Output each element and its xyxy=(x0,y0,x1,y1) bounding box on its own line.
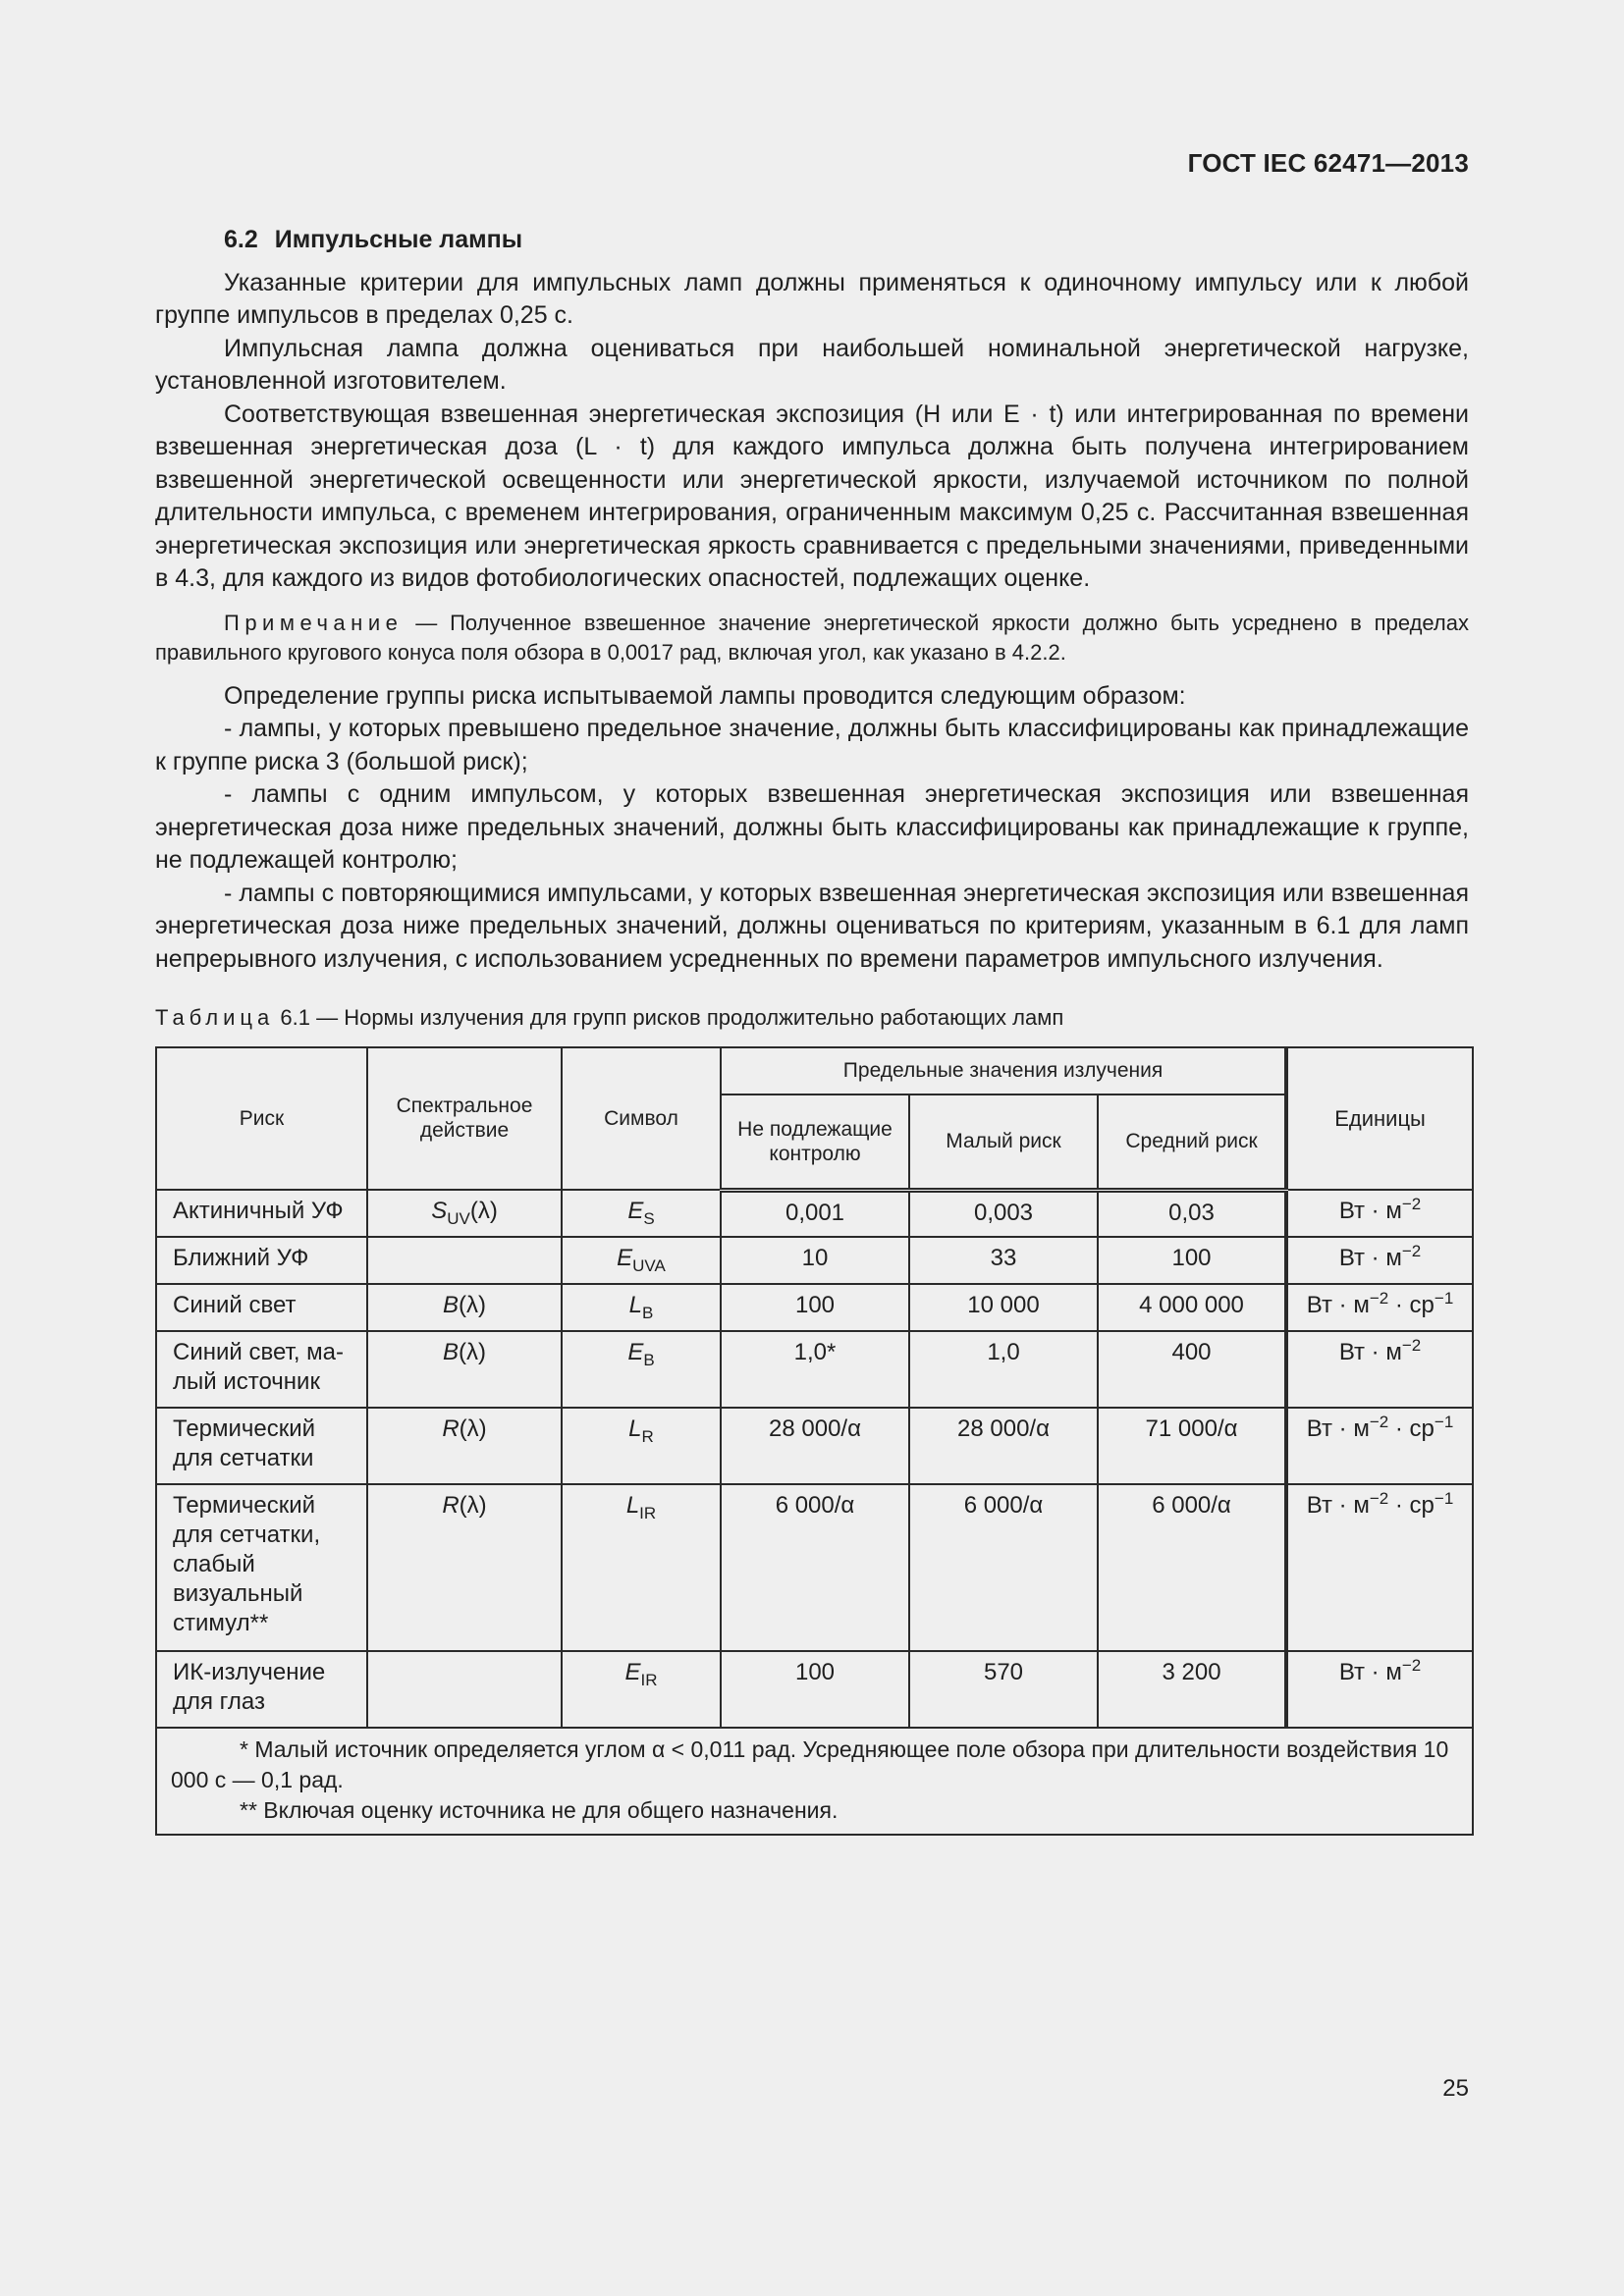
cell-moderate xyxy=(1098,1408,1286,1484)
value-low: 33 xyxy=(990,1245,1017,1271)
value-low: 570 xyxy=(983,1659,1024,1685)
cell-low xyxy=(909,1237,1098,1284)
cell-exempt xyxy=(721,1408,909,1484)
units-extra-exponent: −1 xyxy=(1434,1489,1454,1508)
spectral-subscript: UV xyxy=(447,1208,470,1228)
units-exponent: −2 xyxy=(1369,1413,1389,1431)
spectral-argument: (λ) xyxy=(459,1292,486,1318)
value-low: 6 000/α xyxy=(963,1492,1044,1519)
symbol-subscript: B xyxy=(643,1350,655,1369)
symbol-letter: L xyxy=(625,1492,640,1519)
symbol-letter: E xyxy=(624,1659,641,1685)
spectral-argument: (λ) xyxy=(459,1339,486,1365)
header-limits: Предельные значения излучения xyxy=(721,1047,1286,1095)
value-exempt: 1,0* xyxy=(793,1339,837,1365)
cell-low xyxy=(909,1331,1098,1408)
risk-name: Термический для сетчатки xyxy=(173,1415,316,1471)
page-number: 25 xyxy=(1442,2075,1469,2102)
table-row xyxy=(156,1190,1473,1237)
units-base: Вт · м xyxy=(1338,1245,1402,1271)
paragraph-4: Определение группы риска испытываемой лампы проводится следующим образом: xyxy=(224,681,1186,710)
value-exempt: 100 xyxy=(794,1292,836,1318)
units-base: Вт · м xyxy=(1306,1415,1370,1442)
units-extra: · ср xyxy=(1388,1492,1435,1519)
cell-moderate xyxy=(1098,1284,1286,1331)
value-moderate: 71 000/α xyxy=(1145,1415,1238,1442)
cell-spectral xyxy=(367,1284,562,1331)
cell-symbol xyxy=(562,1651,721,1728)
value-exempt: 28 000/α xyxy=(769,1415,861,1442)
cell-symbol xyxy=(562,1237,721,1284)
spectral-function: S xyxy=(431,1198,448,1224)
spectral-function: B xyxy=(443,1339,460,1365)
note-label: Примечание xyxy=(224,610,404,635)
units-exponent: −2 xyxy=(1401,1656,1422,1675)
symbol-letter: L xyxy=(628,1292,642,1318)
symbol-subscript: IR xyxy=(639,1503,657,1522)
units-exponent: −2 xyxy=(1401,1195,1422,1213)
cell-risk xyxy=(156,1651,367,1728)
symbol-letter: L xyxy=(628,1415,642,1442)
spectral-argument: (λ) xyxy=(459,1415,487,1442)
spectral-argument: (λ) xyxy=(459,1492,487,1519)
paragraph-3: Соответствующая взвешенная энергетическая экспозиция (H или E · t) или интегрированная по времени взвешенная энергетическая доза (L · t) для каждого импульса должна быть получена интегрированием взвешенной энергетической освещенности или энергетической яркости, излучаемой источником по полной длительности импульса, с временем интегрирования, ограниченным максимум 0,25 с. Рассчитанная взвешенная энергетическая экспозиция или энергетическая яркость сравнивается с предельными значениями, приведенными в 4.3, для каждого из видов фотобиологических опасностей, подлежащих оценке. xyxy=(155,400,1469,592)
cell-low xyxy=(909,1651,1098,1728)
risk-name: Синий свет, малый источник xyxy=(173,1339,345,1395)
units-extra-exponent: −1 xyxy=(1434,1413,1454,1431)
cell-units xyxy=(1286,1284,1473,1331)
cell-units xyxy=(1286,1484,1473,1651)
header-exempt: Не подлежащие контролю xyxy=(721,1095,909,1191)
symbol-letter: E xyxy=(617,1245,633,1271)
cell-units xyxy=(1286,1190,1473,1237)
table-row xyxy=(156,1237,1473,1284)
symbol-letter: E xyxy=(627,1198,644,1224)
spectral-function: R xyxy=(442,1415,460,1442)
cell-spectral xyxy=(367,1190,562,1237)
cell-risk xyxy=(156,1484,367,1651)
cell-low xyxy=(909,1484,1098,1651)
footnote-2: ** Включая оценку источника не для общего назначения. xyxy=(240,1797,839,1823)
footnotes-cell xyxy=(156,1728,1473,1835)
cell-spectral xyxy=(367,1651,562,1728)
paragraph-1: Указанные критерии для импульсных ламп должны применяться к одиночному импульсу или к любой группе импульсов в пределах 0,25 с. xyxy=(155,268,1469,329)
risk-name: ИК-излучение для глаз xyxy=(173,1659,326,1715)
table-row xyxy=(156,1331,1473,1408)
cell-spectral xyxy=(367,1237,562,1284)
cell-exempt xyxy=(721,1484,909,1651)
value-low: 0,003 xyxy=(973,1199,1034,1226)
spectral-function: B xyxy=(443,1292,460,1318)
value-moderate: 400 xyxy=(1171,1339,1212,1365)
cell-symbol xyxy=(562,1408,721,1484)
value-moderate: 0,03 xyxy=(1168,1199,1215,1226)
cell-spectral xyxy=(367,1408,562,1484)
value-exempt: 100 xyxy=(794,1659,836,1685)
cell-risk xyxy=(156,1190,367,1237)
units-exponent: −2 xyxy=(1369,1489,1389,1508)
cell-moderate xyxy=(1098,1484,1286,1651)
cell-risk xyxy=(156,1284,367,1331)
cell-low xyxy=(909,1284,1098,1331)
footnote-1: * Малый источник определяется углом α < 0,011 рад. Усредняющее поле обзора при длительности воздействия 10 000 с — 0,1 рад. xyxy=(171,1736,1449,1792)
paragraph-2: Импульсная лампа должна оцениваться при наибольшей номинальной энергетической нагрузке, установленной изготовителем. xyxy=(155,334,1469,395)
cell-units xyxy=(1286,1331,1473,1408)
table-row xyxy=(156,1408,1473,1484)
header-symbol: Символ xyxy=(562,1047,721,1191)
risk-name: Термический для сетчатки, слабый визуальный стимул** xyxy=(173,1492,321,1636)
table-body xyxy=(156,1190,1473,1835)
symbol-subscript: S xyxy=(643,1208,655,1228)
emission-limits-table xyxy=(155,1046,1474,1837)
value-low: 28 000/α xyxy=(957,1415,1050,1442)
list-item-3: - лампы с повторяющимися импульсами, у которых взвешенная энергетическая экспозиция или взвешенная энергетическая доза ниже предельных значений, должны оцениваться по критериям, указанным в 6.1 для ламп непрерывного излучения, с использованием усредненных по времени параметров импульсного излучения. xyxy=(155,879,1469,973)
cell-exempt xyxy=(721,1237,909,1284)
cell-symbol xyxy=(562,1284,721,1331)
value-exempt: 10 xyxy=(801,1245,829,1271)
list-item-1: - лампы, у которых превышено предельное значение, должны быть классифицированы как принадлежащие к группе риска 3 (большой риск); xyxy=(155,715,1469,775)
table-caption-text: 6.1 — Нормы излучения для групп рисков продолжительно работающих ламп xyxy=(280,1005,1064,1030)
cell-exempt xyxy=(721,1190,909,1237)
table-row xyxy=(156,1284,1473,1331)
units-base: Вт · м xyxy=(1306,1492,1370,1519)
cell-low xyxy=(909,1190,1098,1237)
section-title: Импульсные лампы xyxy=(274,226,523,253)
units-exponent: −2 xyxy=(1401,1336,1422,1355)
cell-units xyxy=(1286,1408,1473,1484)
cell-exempt xyxy=(721,1651,909,1728)
cell-spectral xyxy=(367,1331,562,1408)
value-exempt: 6 000/α xyxy=(775,1492,855,1519)
table-row xyxy=(156,1651,1473,1728)
table-caption xyxy=(155,1001,1469,1035)
value-moderate: 6 000/α xyxy=(1152,1492,1231,1519)
value-moderate: 3 200 xyxy=(1162,1659,1221,1685)
value-exempt: 0,001 xyxy=(785,1199,845,1226)
symbol-letter: E xyxy=(627,1339,644,1365)
list-item-2: - лампы с одним импульсом, у которых взвешенная энергетическая экспозиция или взвешенная энергетическая доза ниже предельных значений, должны быть классифицированы как принадлежащие к группе, не подлежащей контролю; xyxy=(155,780,1469,874)
units-exponent: −2 xyxy=(1401,1242,1422,1260)
cell-units xyxy=(1286,1237,1473,1284)
spectral-function: R xyxy=(442,1492,460,1519)
table-footnotes xyxy=(156,1728,1473,1835)
page-content xyxy=(155,224,1469,1836)
units-base: Вт · м xyxy=(1338,1659,1402,1685)
cell-units xyxy=(1286,1651,1473,1728)
section-heading xyxy=(224,224,1469,257)
units-base: Вт · м xyxy=(1306,1292,1370,1318)
units-exponent: −2 xyxy=(1369,1289,1389,1308)
risk-name: Актиничный УФ xyxy=(173,1198,344,1224)
risk-name: Ближний УФ xyxy=(173,1245,309,1271)
value-moderate: 4 000 000 xyxy=(1139,1292,1244,1318)
units-extra: · ср xyxy=(1388,1292,1435,1318)
units-extra-exponent: −1 xyxy=(1434,1289,1454,1308)
document-code: ГОСТ IEC 62471—2013 xyxy=(1187,148,1469,178)
header-spectral: Спектральное действие xyxy=(367,1047,562,1191)
note-text: — Полученное взвешенное значение энергетической яркости должно быть усреднено в пределах правильного кругового конуса поля обзора в 0,0017 рад, включая угол, как указано в 4.2.2. xyxy=(155,610,1469,665)
cell-symbol xyxy=(562,1484,721,1651)
cell-moderate xyxy=(1098,1651,1286,1728)
header-low-risk: Малый риск xyxy=(909,1095,1098,1191)
symbol-subscript: B xyxy=(642,1303,654,1322)
table-row xyxy=(156,1484,1473,1651)
symbol-subscript: IR xyxy=(640,1670,658,1689)
spectral-argument: (λ) xyxy=(469,1198,498,1224)
risk-name: Синий свет xyxy=(173,1292,297,1318)
note xyxy=(155,609,1469,667)
units-base: Вт · м xyxy=(1338,1198,1402,1224)
value-moderate: 100 xyxy=(1171,1245,1212,1271)
value-low: 10 000 xyxy=(967,1292,1040,1318)
cell-moderate xyxy=(1098,1331,1286,1408)
units-extra: · ср xyxy=(1388,1415,1435,1442)
cell-low xyxy=(909,1408,1098,1484)
table-caption-label: Таблица xyxy=(155,1005,275,1030)
cell-risk xyxy=(156,1408,367,1484)
value-low: 1,0 xyxy=(987,1339,1020,1365)
cell-exempt xyxy=(721,1331,909,1408)
cell-symbol xyxy=(562,1331,721,1408)
header-units: Единицы xyxy=(1286,1047,1473,1191)
section-number: 6.2 xyxy=(224,226,258,253)
units-base: Вт · м xyxy=(1338,1339,1402,1365)
cell-spectral xyxy=(367,1484,562,1651)
cell-moderate xyxy=(1098,1190,1286,1237)
symbol-subscript: UVA xyxy=(632,1255,666,1275)
cell-risk xyxy=(156,1237,367,1284)
cell-moderate xyxy=(1098,1237,1286,1284)
cell-exempt xyxy=(721,1284,909,1331)
cell-symbol xyxy=(562,1190,721,1237)
symbol-subscript: R xyxy=(641,1426,654,1446)
cell-risk xyxy=(156,1331,367,1408)
header-moderate-risk: Средний риск xyxy=(1098,1095,1286,1191)
header-risk: Риск xyxy=(156,1047,367,1191)
